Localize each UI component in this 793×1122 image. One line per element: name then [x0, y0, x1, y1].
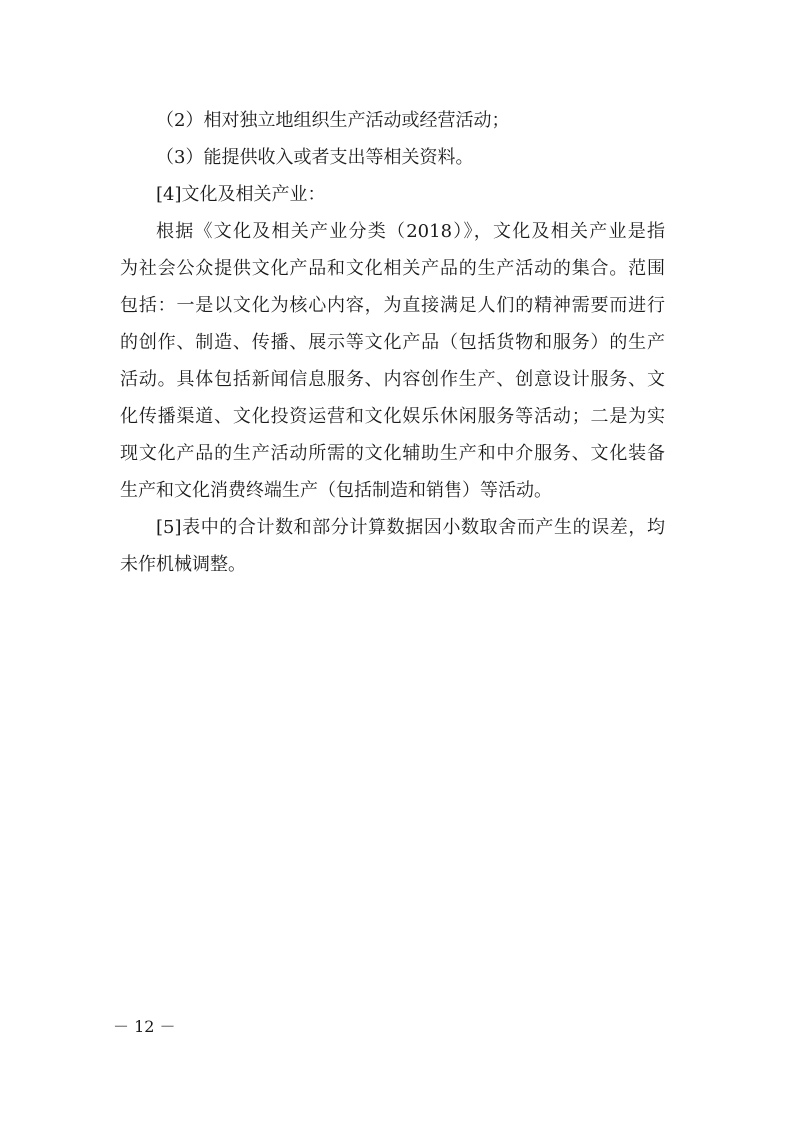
- list-item-2: （2）相对独立地组织生产活动或经营活动；: [156, 110, 510, 131]
- paragraph-line: 为社会公众提供文化产品和文化相关产品的生产活动的集合。范围: [120, 258, 665, 279]
- paragraph-line: 的创作、制造、传播、展示等文化产品（包括货物和服务）的生产: [120, 332, 665, 353]
- paragraph-line: 根据《文化及相关产业分类（2018）》，文化及相关产业是指: [156, 221, 665, 242]
- paragraph-line: 化传播渠道、文化投资运营和文化娱乐休闲服务等活动；二是为实: [120, 406, 665, 427]
- note-5-line: [5]表中的合计数和部分计算数据因小数取舍而产生的误差，均: [156, 517, 665, 538]
- paragraph-line: 包括：一是以文化为核心内容，为直接满足人们的精神需要而进行: [120, 295, 665, 316]
- document-body: [120, 102, 665, 583]
- note-4-heading: [4]文化及相关产业：: [156, 184, 326, 205]
- paragraph-line: 现文化产品的生产活动所需的文化辅助生产和中介服务、文化装备: [120, 443, 665, 464]
- page-number: － 12 －: [113, 1017, 176, 1036]
- list-item-3: （3）能提供收入或者支出等相关资料。: [156, 147, 474, 168]
- paragraph-line: 活动。具体包括新闻信息服务、内容创作生产、创意设计服务、文: [120, 369, 665, 390]
- paragraph-line: 生产和文化消费终端生产（包括制造和销售）等活动。: [120, 480, 552, 501]
- note-5-line: 未作机械调整。: [120, 554, 246, 575]
